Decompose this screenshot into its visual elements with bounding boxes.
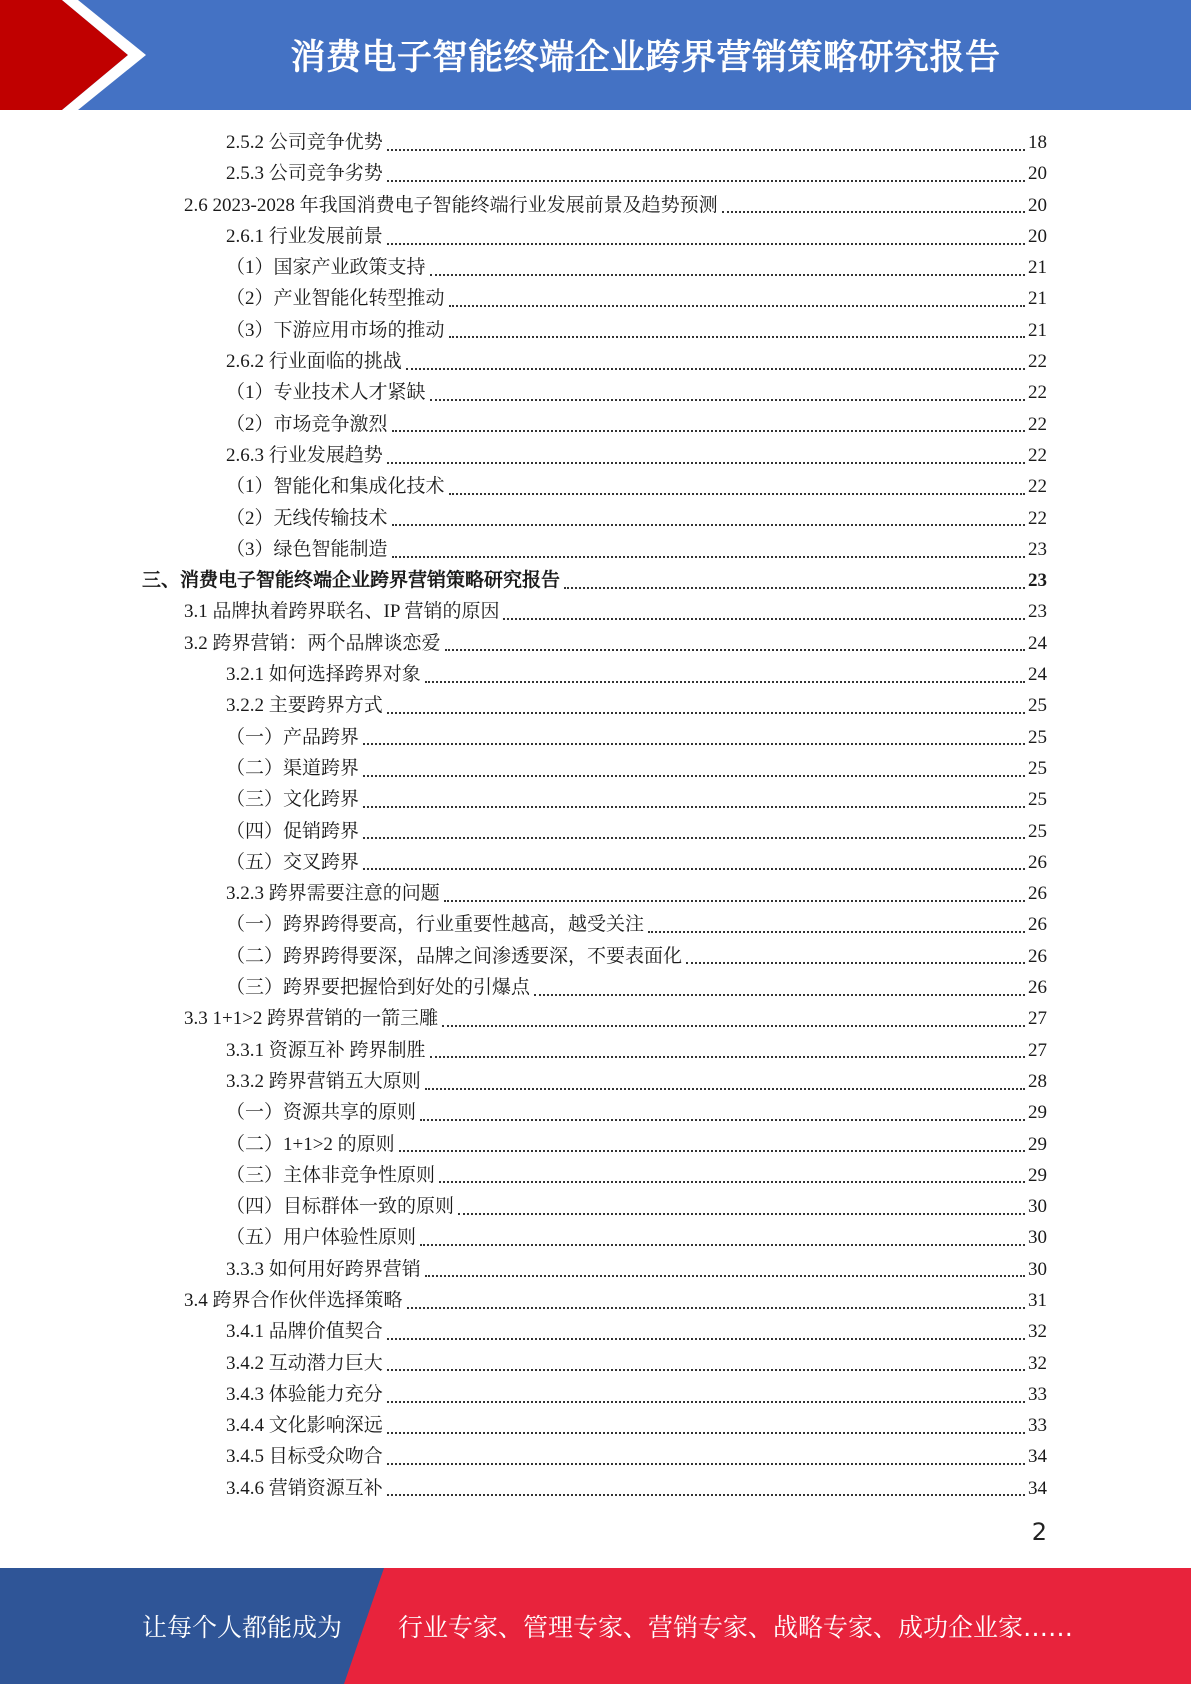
toc-entry-page: 25	[1028, 820, 1047, 842]
toc-entry[interactable]	[226, 252, 1047, 283]
toc-entry-label: 3.3.3 如何用好跨界营销	[226, 1258, 421, 1280]
toc-dot-leader	[387, 1338, 1025, 1340]
toc-entry[interactable]	[226, 816, 1047, 847]
toc-entry-page: 23	[1028, 601, 1047, 623]
toc-dot-leader	[363, 806, 1025, 808]
toc-entry[interactable]	[226, 471, 1047, 502]
toc-dot-leader	[534, 994, 1025, 996]
toc-dot-leader	[425, 1088, 1025, 1090]
toc-entry-page: 26	[1028, 883, 1047, 905]
toc-entry-label: （二）跨界跨得要深，品牌之间渗透要深，不要表面化	[226, 945, 683, 967]
toc-entry-page: 25	[1028, 695, 1047, 717]
toc-entry-page: 34	[1028, 1446, 1047, 1468]
toc-entry-label: 3.2.3 跨界需要注意的问题	[226, 883, 440, 905]
toc-entry-page: 24	[1028, 632, 1047, 654]
toc-entry-label: （1）国家产业政策支持	[226, 257, 426, 279]
toc-entry[interactable]	[226, 346, 1047, 377]
toc-entry-page: 21	[1028, 257, 1047, 279]
toc-entry[interactable]	[226, 158, 1047, 189]
toc-entry[interactable]	[226, 909, 1047, 940]
toc-dot-leader	[392, 524, 1025, 526]
footer-slogan-left: 让每个人都能成为	[142, 1613, 343, 1642]
toc-dot-leader	[430, 399, 1025, 401]
toc-entry[interactable]	[226, 722, 1047, 753]
toc-entry-label: 3.4.1 品牌价值契合	[226, 1321, 383, 1343]
toc-entry-page: 30	[1028, 1196, 1047, 1218]
toc-entry-label: （2）市场竞争激烈	[226, 413, 388, 435]
toc-entry[interactable]	[226, 127, 1047, 158]
toc-entry-label: 3.3.2 跨界营销五大原则	[226, 1070, 421, 1092]
toc-entry-label: （一）资源共享的原则	[226, 1102, 417, 1124]
toc-entry-page: 26	[1028, 851, 1047, 873]
toc-entry-label: 2.6.1 行业发展前景	[226, 225, 383, 247]
toc-entry-label: 3.1 品牌执着跨界联名、IP 营销的原因	[184, 601, 500, 623]
toc-entry-label: （3）下游应用市场的推动	[226, 319, 445, 341]
toc-entry-page: 26	[1028, 914, 1047, 936]
toc-dot-leader	[363, 837, 1025, 839]
header-banner	[0, 0, 1191, 110]
toc-entry-page: 26	[1028, 977, 1047, 999]
toc-entry-page: 25	[1028, 757, 1047, 779]
toc-entry[interactable]	[226, 1379, 1047, 1410]
toc-entry[interactable]	[226, 1191, 1047, 1222]
toc-dot-leader	[363, 775, 1025, 777]
toc-entry-page: 30	[1028, 1227, 1047, 1249]
toc-entry-page: 29	[1028, 1164, 1047, 1186]
toc-entry[interactable]	[226, 1035, 1047, 1066]
toc-dot-leader	[387, 1369, 1025, 1371]
toc-entry-page: 28	[1028, 1070, 1047, 1092]
toc-entry-page: 20	[1028, 225, 1047, 247]
toc-entry-page: 33	[1028, 1415, 1047, 1437]
document-title: 消费电子智能终端企业跨界营销策略研究报告	[290, 38, 1001, 78]
toc-entry[interactable]	[226, 377, 1047, 408]
toc-entry-label: （二）1+1>2 的原则	[226, 1133, 395, 1155]
toc-dot-leader	[430, 274, 1025, 276]
toc-entry-page: 22	[1028, 382, 1047, 404]
toc-entry[interactable]	[226, 1254, 1047, 1285]
toc-dot-leader	[387, 1401, 1025, 1403]
toc-entry-page: 22	[1028, 413, 1047, 435]
toc-entry-label: （1）专业技术人才紧缺	[226, 382, 426, 404]
toc-dot-leader	[449, 493, 1025, 495]
toc-entry-page: 31	[1028, 1289, 1047, 1311]
toc-dot-leader	[458, 1213, 1025, 1215]
toc-entry-label: 三、消费电子智能终端企业跨界营销策略研究报告	[142, 570, 561, 592]
toc-entry-label: （2）产业智能化转型推动	[226, 288, 445, 310]
toc-entry-page: 34	[1028, 1477, 1047, 1499]
toc-entry[interactable]	[142, 565, 1047, 596]
toc-entry-page: 25	[1028, 789, 1047, 811]
toc-dot-leader	[722, 211, 1025, 213]
toc-entry-label: 3.4.4 文化影响深远	[226, 1415, 383, 1437]
toc-entry-label: 3.4.6 营销资源互补	[226, 1477, 383, 1499]
toc-entry[interactable]	[226, 784, 1047, 815]
toc-dot-leader	[442, 1025, 1025, 1027]
toc-dot-leader	[420, 1119, 1025, 1121]
toc-entry[interactable]	[226, 1097, 1047, 1128]
toc-entry-page: 22	[1028, 476, 1047, 498]
toc-entry-page: 23	[1028, 538, 1047, 560]
toc-entry-label: （1）智能化和集成化技术	[226, 476, 445, 498]
toc-entry[interactable]	[226, 1316, 1047, 1347]
toc-dot-leader	[445, 649, 1025, 651]
toc-entry-page: 22	[1028, 351, 1047, 373]
toc-entry[interactable]	[226, 315, 1047, 346]
toc-dot-leader	[399, 1150, 1025, 1152]
toc-entry[interactable]	[226, 1410, 1047, 1441]
toc-entry-page: 20	[1028, 163, 1047, 185]
toc-entry-label: （3）绿色智能制造	[226, 538, 388, 560]
toc-entry-label: 2.5.2 公司竞争优势	[226, 132, 383, 153]
toc-dot-leader	[425, 681, 1025, 683]
toc-dot-leader	[406, 368, 1025, 370]
toc-entry-page: 21	[1028, 288, 1047, 310]
toc-entry[interactable]	[226, 409, 1047, 440]
toc-entry-label: （三）主体非竞争性原则	[226, 1164, 436, 1186]
toc-entry-label: （一）跨界跨得要高，行业重要性越高，越受关注	[226, 914, 645, 936]
toc-dot-leader	[648, 931, 1025, 933]
toc-entry[interactable]	[226, 1066, 1047, 1097]
toc-entry-label: 3.4.2 互动潜力巨大	[226, 1352, 383, 1374]
toc-entry[interactable]	[184, 628, 1047, 659]
toc-entry[interactable]	[184, 190, 1047, 221]
toc-entry[interactable]	[226, 503, 1047, 534]
toc-entry-page: 32	[1028, 1321, 1047, 1343]
toc-entry-page: 26	[1028, 945, 1047, 967]
toc-entry-page: 24	[1028, 664, 1047, 686]
toc-entry[interactable]	[226, 690, 1047, 721]
toc-entry[interactable]	[226, 878, 1047, 909]
toc-dot-leader	[420, 1244, 1025, 1246]
toc-entry[interactable]	[184, 1285, 1047, 1316]
toc-entry-label: 3.3 1+1>2 跨界营销的一箭三雕	[184, 1008, 439, 1030]
toc-entry-label: 3.3.1 资源互补 跨界制胜	[226, 1039, 426, 1061]
page-number: 2	[1031, 1518, 1047, 1546]
toc-entry[interactable]	[226, 1348, 1047, 1379]
toc-entry-label: 2.6.2 行业面临的挑战	[226, 351, 402, 373]
toc-entry-page: 29	[1028, 1133, 1047, 1155]
table-of-contents	[0, 127, 1191, 1504]
toc-entry[interactable]	[226, 1441, 1047, 1472]
toc-entry[interactable]	[226, 1160, 1047, 1191]
toc-entry-label: 2.6 2023-2028 年我国消费电子智能终端行业发展前景及趋势预测	[184, 194, 718, 216]
toc-dot-leader	[503, 618, 1025, 620]
toc-entry-label: 3.4.5 目标受众吻合	[226, 1446, 383, 1468]
toc-entry-label: （2）无线传输技术	[226, 507, 388, 529]
toc-entry-page: 18	[1028, 132, 1047, 153]
toc-dot-leader	[686, 962, 1025, 964]
toc-entry[interactable]	[226, 221, 1047, 252]
toc-entry-page: 33	[1028, 1383, 1047, 1405]
toc-dot-leader	[387, 180, 1025, 182]
toc-entry-label: （三）文化跨界	[226, 789, 360, 811]
toc-entry[interactable]	[226, 1129, 1047, 1160]
toc-dot-leader	[387, 149, 1025, 151]
toc-entry-page: 32	[1028, 1352, 1047, 1374]
toc-entry[interactable]	[226, 534, 1047, 565]
toc-entry-page: 30	[1028, 1258, 1047, 1280]
toc-entry-page: 27	[1028, 1039, 1047, 1061]
toc-entry-label: （五）用户体验性原则	[226, 1227, 417, 1249]
toc-dot-leader	[430, 1056, 1025, 1058]
toc-entry-label: （四）目标群体一致的原则	[226, 1196, 455, 1218]
toc-entry-label: （五）交叉跨界	[226, 851, 360, 873]
toc-entry[interactable]	[226, 440, 1047, 471]
toc-entry-label: 3.4.3 体验能力充分	[226, 1383, 383, 1405]
toc-dot-leader	[387, 1494, 1025, 1496]
toc-entry-label: 2.5.3 公司竞争劣势	[226, 163, 383, 185]
toc-entry-label: 3.2.2 主要跨界方式	[226, 695, 383, 717]
footer-slogan-right: 行业专家、管理专家、营销专家、战略专家、成功企业家……	[398, 1613, 1074, 1642]
toc-entry[interactable]	[226, 941, 1047, 972]
toc-entry[interactable]	[226, 972, 1047, 1003]
footer-banner	[0, 1568, 1191, 1684]
toc-entry-label: 3.2.1 如何选择跨界对象	[226, 664, 421, 686]
toc-dot-leader	[387, 1432, 1025, 1434]
toc-entry-page: 22	[1028, 444, 1047, 466]
toc-dot-leader	[387, 712, 1025, 714]
toc-dot-leader	[387, 462, 1025, 464]
toc-dot-leader	[449, 336, 1025, 338]
toc-entry-page: 20	[1028, 194, 1047, 216]
toc-dot-leader	[363, 743, 1025, 745]
toc-dot-leader	[564, 587, 1025, 589]
toc-dot-leader	[444, 900, 1025, 902]
toc-entry[interactable]	[226, 1473, 1047, 1504]
chevron-arrow-icon	[0, 0, 160, 110]
toc-entry-page: 27	[1028, 1008, 1047, 1030]
toc-entry-label: （四）促销跨界	[226, 820, 360, 842]
toc-entry-label: （一）产品跨界	[226, 726, 360, 748]
toc-entry-page: 29	[1028, 1102, 1047, 1124]
toc-dot-leader	[363, 868, 1025, 870]
toc-entry-label: 3.4 跨界合作伙伴选择策略	[184, 1289, 403, 1311]
toc-entry[interactable]	[184, 1003, 1047, 1034]
toc-dot-leader	[392, 556, 1025, 558]
toc-entry[interactable]	[226, 659, 1047, 690]
toc-entry-label: 3.2 跨界营销：两个品牌谈恋爱	[184, 632, 441, 654]
toc-entry[interactable]	[226, 1222, 1047, 1253]
toc-entry-label: （二）渠道跨界	[226, 757, 360, 779]
toc-entry[interactable]	[184, 596, 1047, 627]
toc-entry-label: 2.6.3 行业发展趋势	[226, 444, 383, 466]
toc-entry-page: 23	[1028, 570, 1047, 592]
toc-dot-leader	[425, 1275, 1025, 1277]
toc-dot-leader	[392, 430, 1025, 432]
toc-dot-leader	[439, 1181, 1025, 1183]
toc-entry-label: （三）跨界要把握恰到好处的引爆点	[226, 977, 531, 999]
toc-entry[interactable]	[226, 283, 1047, 314]
toc-entry-page: 25	[1028, 726, 1047, 748]
toc-dot-leader	[387, 243, 1025, 245]
toc-dot-leader	[449, 305, 1025, 307]
toc-dot-leader	[407, 1307, 1025, 1309]
toc-entry[interactable]	[226, 847, 1047, 878]
toc-dot-leader	[387, 1463, 1025, 1465]
toc-entry-page: 22	[1028, 507, 1047, 529]
toc-entry[interactable]	[226, 753, 1047, 784]
toc-entry-page: 21	[1028, 319, 1047, 341]
